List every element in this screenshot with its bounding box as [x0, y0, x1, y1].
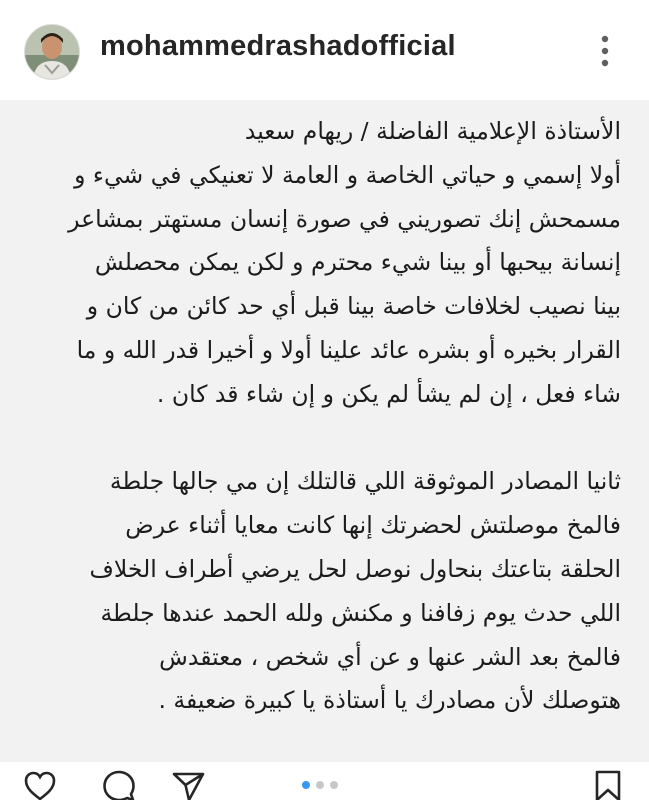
post-header	[0, 0, 649, 101]
post-text-line: أولا إسمي و حياتي الخاصة و العامة لا تعنيكي في شيء و	[74, 160, 621, 189]
carousel-dot-active	[302, 781, 310, 789]
post-text-line: الأستاذة الإعلامية الفاضلة / ريهام سعيد	[244, 117, 621, 145]
username[interactable]: mohammedrashadofficial	[100, 30, 456, 62]
share-button[interactable]	[170, 768, 206, 800]
profile-photo-icon	[25, 25, 79, 79]
post-text-line: إنسانة بيحبها أو بينا شيء محترم و لكن يمكن محصلش	[94, 248, 621, 277]
post-text-line: القرار بخيره أو بشره عائد علينا أولا و أخيرا قدر الله و ما	[76, 335, 621, 364]
comment-icon	[101, 768, 137, 800]
post-text-line: هتوصلك لأن مصادرك يا أستاذة يا كبيرة ضعيفة .	[158, 686, 621, 715]
carousel-dot	[316, 781, 324, 789]
carousel-dot	[330, 781, 338, 789]
like-button[interactable]	[22, 768, 58, 800]
post-text-line: اللي حدث يوم زفافنا و مكنش ولله الحمد عندها جلطة	[100, 598, 621, 627]
heart-icon	[22, 768, 58, 800]
post-text	[21, 110, 621, 723]
action-bar	[0, 762, 649, 800]
avatar[interactable]	[24, 24, 80, 80]
post-text-line: شاء فعل ، إن لم يشأ لم يكن و إن شاء قد كان .	[156, 379, 621, 408]
post-text-line: مسمحش إنك تصوريني في صورة إنسان مستهتر بمشاعر	[68, 204, 621, 233]
save-button[interactable]	[590, 768, 626, 800]
post-text-line: ثانيا المصادر الموثوقة اللي قالتلك إن مي جالها جلطة	[109, 467, 621, 496]
more-vertical-icon	[592, 32, 618, 72]
carousel-indicator	[302, 781, 348, 791]
post-image[interactable]	[0, 100, 649, 762]
post-text-line: الحلقة بتاعتك بنحاول نوصل لحل يرضي أطراف الخلاف	[89, 554, 621, 583]
post-text-line: فالمخ موصلتش لحضرتك إنها كانت معايا أثناء عرض	[125, 511, 621, 540]
bookmark-icon	[590, 768, 626, 800]
paragraph-gap	[21, 417, 621, 461]
send-icon	[170, 768, 206, 800]
more-options-button[interactable]	[592, 32, 618, 72]
post-text-line: بينا نصيب لخلافات خاصة بينا قبل أي حد كائن من كان و	[86, 292, 621, 321]
post-text-line: فالمخ بعد الشر عنها و عن أي شخص ، معتقدش	[159, 642, 621, 671]
comment-button[interactable]	[101, 768, 137, 800]
